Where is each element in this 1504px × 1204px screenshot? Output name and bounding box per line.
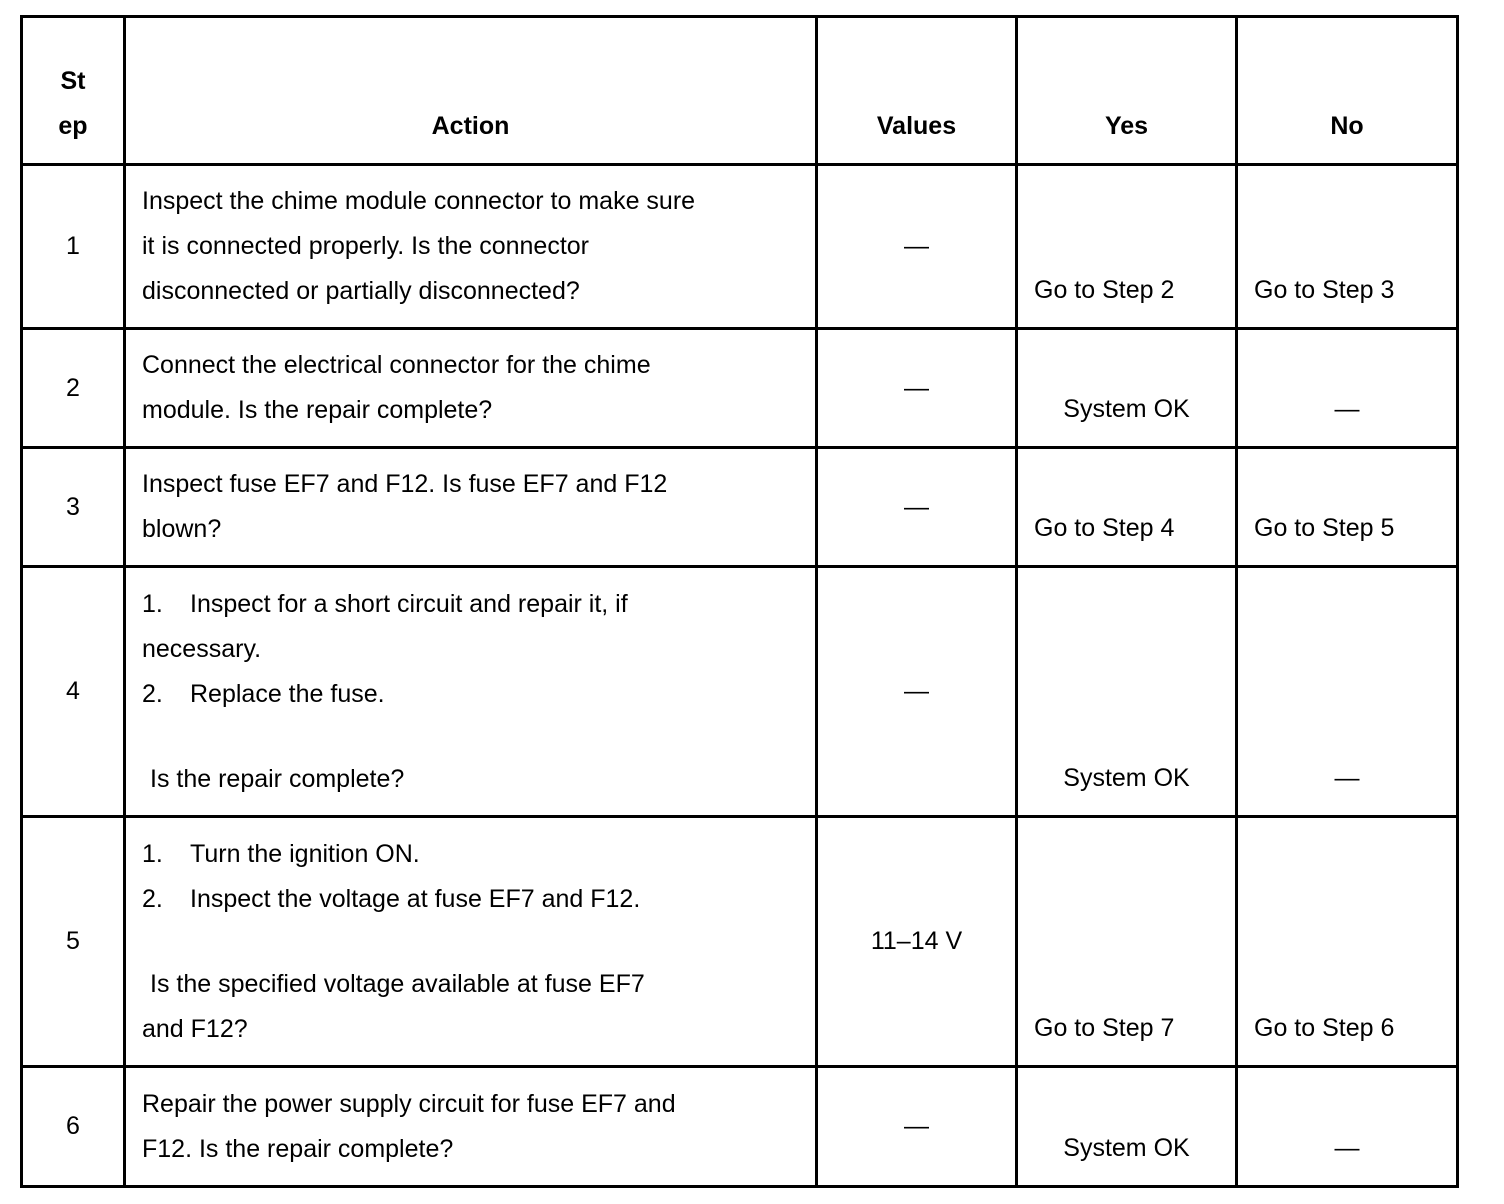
no-cell: Go to Step 6 — [1237, 817, 1458, 1067]
diagnostic-table — [20, 15, 1459, 1188]
no-cell: — — [1237, 567, 1458, 817]
header-values: Values — [817, 17, 1017, 165]
yes-cell: Go to Step 7 — [1017, 817, 1237, 1067]
header-row — [22, 17, 1458, 165]
table-row — [22, 1067, 1458, 1187]
action-cell: Inspect the chime module connector to make sure it is connected properly. Is the connector disconnected or partially disconnected? — [125, 165, 817, 329]
header-yes: Yes — [1017, 17, 1237, 165]
table-row — [22, 165, 1458, 329]
step-number: 1 — [22, 165, 125, 329]
action-cell: Connect the electrical connector for the chime module. Is the repair complete? — [125, 329, 817, 448]
no-cell: — — [1237, 1067, 1458, 1187]
table-row — [22, 329, 1458, 448]
values-cell: — — [817, 1067, 1017, 1187]
no-cell: — — [1237, 329, 1458, 448]
action-cell: Repair the power supply circuit for fuse EF7 and F12. Is the repair complete? — [125, 1067, 817, 1187]
no-cell: Go to Step 3 — [1237, 165, 1458, 329]
values-cell: — — [817, 448, 1017, 567]
list-item: 2. Replace the fuse. — [142, 679, 385, 708]
step-number: 2 — [22, 329, 125, 448]
yes-cell: Go to Step 2 — [1017, 165, 1237, 329]
step-number: 5 — [22, 817, 125, 1067]
table-row — [22, 817, 1458, 1067]
list-item: 2. Inspect the voltage at fuse EF7 and F12. — [142, 884, 641, 913]
values-cell: — — [817, 329, 1017, 448]
header-action: Action — [125, 17, 817, 165]
action-cell: 1. Inspect for a short circuit and repair it, if necessary. 2. Replace the fuse. Is the repair complete? — [125, 567, 817, 817]
list-item: 1. Inspect for a short circuit and repair it, if — [142, 589, 628, 618]
header-no: No — [1237, 17, 1458, 165]
values-cell: 11–14 V — [817, 817, 1017, 1067]
list-item: 1. Turn the ignition ON. — [142, 839, 420, 868]
yes-cell: System OK — [1017, 567, 1237, 817]
table-row — [22, 448, 1458, 567]
action-cell: 1. Turn the ignition ON. 2. Inspect the voltage at fuse EF7 and F12. Is the specified voltage available at fuse EF7 and F12? — [125, 817, 817, 1067]
no-cell: Go to Step 5 — [1237, 448, 1458, 567]
header-step: St ep — [22, 17, 125, 165]
step-number: 4 — [22, 567, 125, 817]
action-cell: Inspect fuse EF7 and F12. Is fuse EF7 and F12 blown? — [125, 448, 817, 567]
table-row — [22, 567, 1458, 817]
values-cell: — — [817, 165, 1017, 329]
yes-cell: Go to Step 4 — [1017, 448, 1237, 567]
yes-cell: System OK — [1017, 1067, 1237, 1187]
step-number: 3 — [22, 448, 125, 567]
yes-cell: System OK — [1017, 329, 1237, 448]
values-cell: — — [817, 567, 1017, 817]
step-number: 6 — [22, 1067, 125, 1187]
